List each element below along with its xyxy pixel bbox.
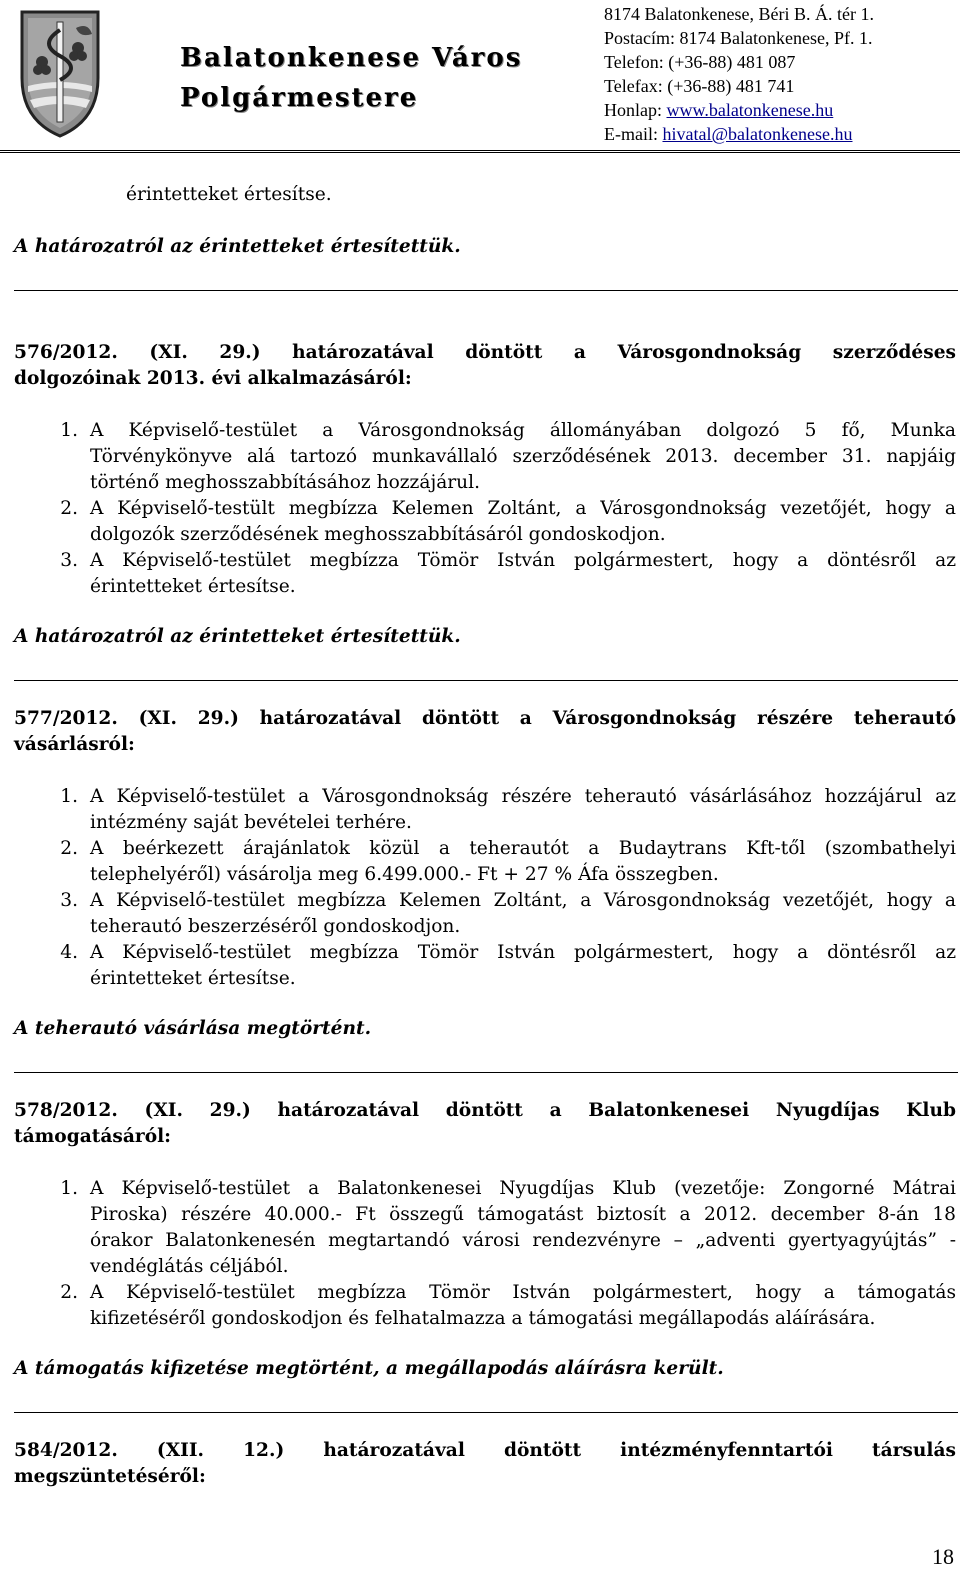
website-line: Honlap: www.balatonkenese.hu — [604, 100, 834, 120]
result-notice: A határozatról az érintetteket értesítettük. — [14, 626, 461, 647]
section-divider — [14, 290, 958, 291]
section-divider — [14, 680, 958, 681]
section-divider — [14, 1072, 958, 1073]
fax: Telefax: (+36-88) 481 741 — [604, 76, 795, 96]
org-title-line2: Polgármestere — [180, 83, 419, 113]
phone: Telefon: (+36-88) 481 087 — [604, 52, 796, 72]
list-item: 2. A Képviselő-testült megbízza Kelemen Zoltánt, a Városgondnokság vezetőjét, hogy a dolgozók szerződésének meghosszabbításáról gondoskodjon. — [60, 498, 956, 545]
list-item: 2. A beérkezett árajánlatok közül a teherautót a Budaytrans Kft-től (szombathelyi telephelyéről) vásárolja meg 6.499.000.- Ft + 27 % Áfa összegben. — [60, 838, 956, 885]
list-item: 3. A Képviselő-testület megbízza Tömör István polgármestert, hogy a döntésről az érintetteket értesítse. — [60, 550, 956, 597]
list-item: 2. A Képviselő-testület megbízza Tömör István polgármestert, hogy a támogatás kifizetéséről gondoskodjon és felhatalmazza a támogatási megállapodás aláírására. — [60, 1282, 956, 1329]
section-divider — [14, 1412, 958, 1413]
header-divider — [0, 150, 960, 153]
list-item: 1. A Képviselő-testület a Városgondnokság állományában dolgozó 5 fő, Munka Törvénykönyve alá tartozó munkavállaló szerződésének 2013. december 31. napjáig történő meghosszabbításához hozzájárul. — [60, 420, 956, 493]
result-notice: A teherautó vásárlása megtörtént. — [14, 1018, 372, 1039]
list-item: 4. A Képviselő-testület megbízza Tömör István polgármestert, hogy a döntésről az érintetteket értesítse. — [60, 942, 956, 989]
resolution-title: 584/2012. (XII. 12.) határozatával döntött intézményfenntartói társulás — [14, 1440, 956, 1461]
list-item: 1. A Képviselő-testület a Balatonkenesei Nyugdíjas Klub (vezetője: Zongorné Mátrai Piroska) részére 40.000.- Ft összegű támogatást biztosít a 2012. december 8-án 18 órakor Balatonkenesén megtartandó városi rendezvényre – „adventi gyertyagyújtás” - vendéglátás céljából. — [60, 1178, 956, 1277]
resolution-title-cont: vásárlásról: — [14, 734, 135, 755]
result-notice: A határozatról az érintetteket értesítettük. — [14, 236, 461, 257]
contact-block — [604, 2, 874, 146]
resolution-title: 576/2012. (XI. 29.) határozatával döntött a Városgondnokság szerződéses — [14, 342, 956, 363]
coat-of-arms-icon — [18, 8, 102, 140]
resolution-title: 578/2012. (XI. 29.) határozatával döntött a Balatonkenesei Nyugdíjas Klub — [14, 1100, 956, 1121]
carry-over-text: érintetteket értesítse. — [126, 184, 332, 205]
postal-address: Postacím: 8174 Balatonkenese, Pf. 1. — [604, 28, 873, 48]
page-number: 18 — [932, 1544, 954, 1569]
list-item: 3. A Képviselő-testület megbízza Kelemen Zoltánt, a Városgondnokság vezetőjét, hogy a teherautó beszerzéséről gondoskodjon. — [60, 890, 956, 937]
email-line: E-mail: hivatal@balatonkenese.hu — [604, 124, 853, 144]
list-item: 1. A Képviselő-testület a Városgondnokság részére teherautó vásárlásához hozzájárul az intézmény saját bevételei terhére. — [60, 786, 956, 833]
resolution-title: 577/2012. (XI. 29.) határozatával döntött a Városgondnokság részére teherautó — [14, 708, 956, 729]
email-link[interactable]: hivatal@balatonkenese.hu — [662, 124, 853, 144]
resolution-title-cont: megszüntetéséről: — [14, 1466, 206, 1487]
website-link[interactable]: www.balatonkenese.hu — [666, 100, 834, 120]
org-title — [180, 38, 522, 118]
org-title-line1: Balatonkenese Város — [180, 43, 523, 73]
result-notice: A támogatás kifizetése megtörtént, a megállapodás aláírásra került. — [14, 1358, 724, 1379]
resolution-title-cont: dolgozóinak 2013. évi alkalmazásáról: — [14, 368, 412, 389]
address: 8174 Balatonkenese, Béri B. Á. tér 1. — [604, 4, 874, 24]
resolution-title-cont: támogatásáról: — [14, 1126, 172, 1147]
